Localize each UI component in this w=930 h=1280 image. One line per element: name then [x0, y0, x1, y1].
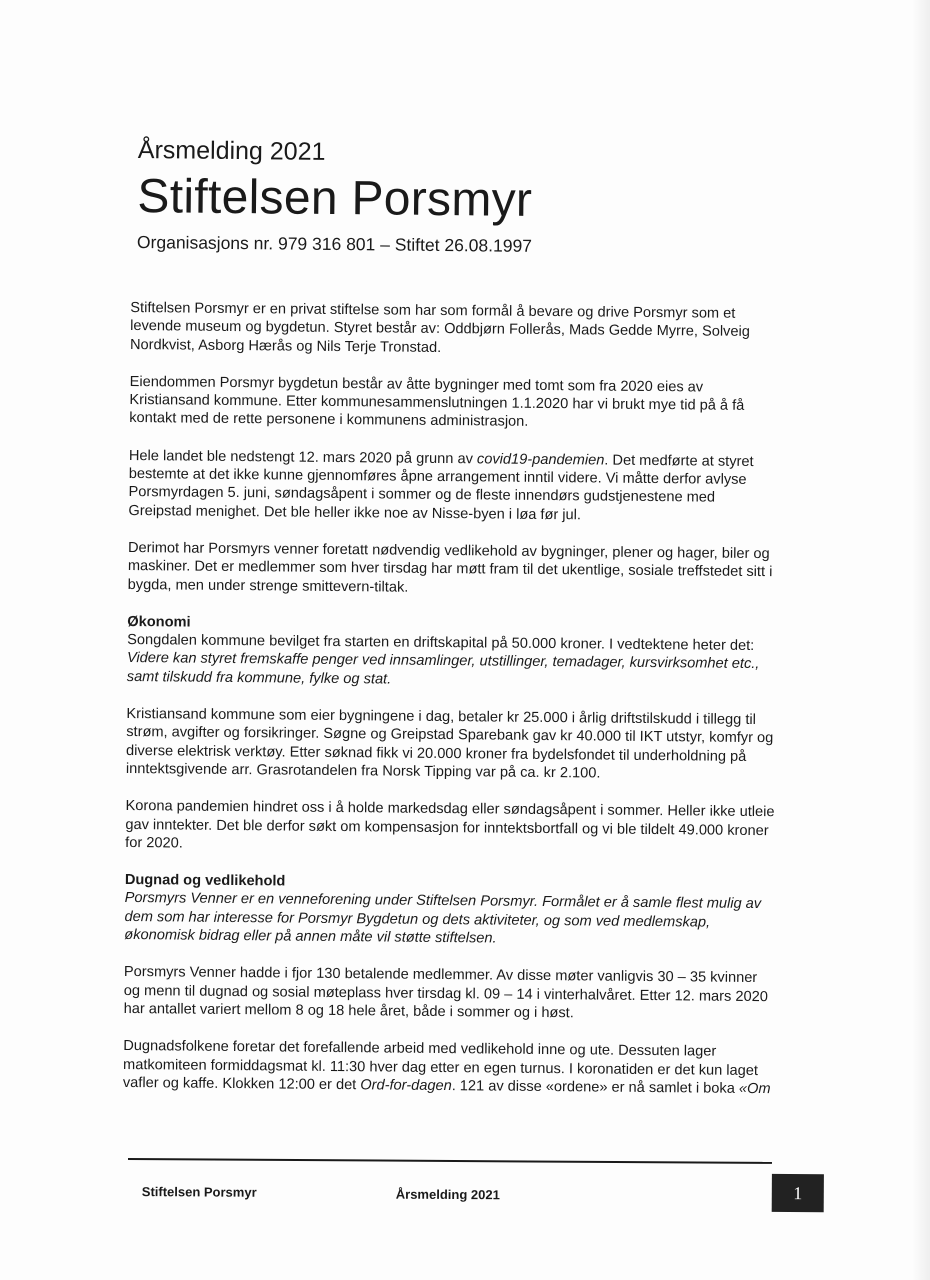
intro-p3-italic: covid19-pandemien	[476, 451, 605, 469]
maintenance-heading: Dugnad og vedlikehold	[124, 872, 286, 890]
page-number-box	[772, 1174, 824, 1212]
intro-paragraph-2: Eiendommen Porsmyr bygdetun består av åtte bygninger med tomt som fra 2020 eies av Kristiansand kommune. Etter kommunesammenslutningen 1.1.2020 har vi brukt mye tid på å få kontakt med de rette personene i kommunens administrasjon.	[129, 373, 745, 431]
maintenance-p3-text-b: . 121 av disse «ordene» er nå samlet i boka	[451, 1077, 739, 1097]
economy-heading: Økonomi	[127, 613, 191, 631]
maintenance-p3-italic-2: «Om	[738, 1080, 771, 1097]
report-year-title: Årsmelding 2021	[137, 136, 326, 166]
economy-paragraph-2: Kristiansand kommune som eier bygningene i dag, betaler kr 25.000 i årlig driftstilskudd i tillegg til strøm, avgifter og forsikringer. Søgne og Greipstad Sparebank gav kr 40.000 til IKT utstyr, komfyr og diverse elektrisk verktøy. Etter søknad fikk vi 20.000 kroner fra bydelsfondet til underholdning på inntektsgivende arr. Grasrotandelen fra Norsk Tipping var på ca. kr 2.100.	[125, 706, 774, 782]
page-footer	[128, 1158, 824, 1214]
footer-rule	[128, 1158, 772, 1164]
intro-paragraph-3	[128, 447, 779, 526]
economy-p1-text: Songdalen kommune bevilget fra starten en driftskapital på 50.000 kroner. I vedtektene heter det:	[127, 632, 755, 655]
scan-edge-shadow	[912, 0, 930, 1280]
intro-p3-text-a: Hele landet ble nedstengt 12. mars 2020 på grunn av	[128, 447, 478, 468]
footer-organization: Stiftelsen Porsmyr	[141, 1184, 257, 1200]
economy-p1-italic: Videre kan styret fremskaffe penger ved innsamlinger, utstillinger, temadager, kursvirksomhet etc., samt tilskudd fra kommune, fylke og stat.	[126, 650, 760, 688]
page-number: 1	[793, 1182, 803, 1203]
economy-paragraph-1	[127, 631, 777, 692]
maintenance-paragraph-2: Porsmyrs Venner hadde i fjor 130 betalende medlemmer. Av disse møter vanligvis 30 – 35 kvinner og menn til dugnad og sosial møteplass hver tirsdag kl. 09 – 14 i vinterhalvåret. Etter 12. mars 2020 har antallet variert mellom 8 og 18 hele året, både i sommer og i høst.	[123, 964, 768, 1022]
maintenance-paragraph-3	[123, 1037, 773, 1098]
maintenance-paragraph-1: Porsmyrs Venner er en venneforening under Stiftelsen Porsmyr. Formålet er å samle flest mulig av dem som har interesse for Porsmyr Bygdetun og dets aktiviteter, og som ved medlemskap, økonomisk bidrag eller på annen måte vil støtte stiftelsen.	[124, 890, 762, 947]
footer-report-title: Årsmelding 2021	[395, 1186, 500, 1203]
document-title: Stiftelsen Porsmyr	[137, 170, 533, 227]
intro-paragraph-1: Stiftelsen Porsmyr er en privat stiftelse som har som formål å bevare og drive Porsmyr som et levende museum og bygdetun. Styret består av: Oddbjørn Follerås, Mads Gedde Myrre, Solveig Nordkvist, Asborg Hærås og Nils Terje Tronstad.	[129, 299, 750, 356]
intro-paragraph-4: Derimot har Porsmyrs venner foretatt nødvendig vedlikehold av bygninger, plener og hager, biler og maskiner. Det er medlemmer som hver tirsdag har møtt fram til det ukentlige, sosiale treffstedet sitt i bygda, men under strenge smittevern-tiltak.	[127, 539, 773, 596]
economy-paragraph-3: Korona pandemien hindret oss i å holde markedsdag eller søndagsåpent i sommer. Heller ikke utleie gav inntekter. Det ble derfor søkt om kompensasjon for inntektsbortfall og vi ble tildelt 49.000 kroner for 2020.	[125, 798, 775, 852]
maintenance-p3-text-a: Dugnadsfolkene foretar det forefallende arbeid med vedlikehold inne og ute. Dessuten lager matkomiteen formiddagsmat kl. 11:30 hver dag etter en egen turnus. I koronatiden er det kun laget vafler og kaffe. Klokken 12:00 er det	[122, 1038, 759, 1094]
maintenance-p3-italic: Ord-for-dagen	[360, 1077, 452, 1094]
intro-p3-text-b: . Det medførte at styret bestemte at det ikke kunne gjennomføres åpne arrangement inntil videre. Vi måtte derfor avlyse Porsmyrdagen 5. juni, søndagsåpent i sommer og de fleste innendørs gudstjenestene med Greipstad menighet. Det ble heller ikke noe av Nisse-byen i løa før jul.	[128, 452, 754, 523]
document-body	[123, 136, 782, 1117]
organization-line: Organisasjons nr. 979 316 801 – Stiftet 26.08.1997	[136, 232, 533, 256]
